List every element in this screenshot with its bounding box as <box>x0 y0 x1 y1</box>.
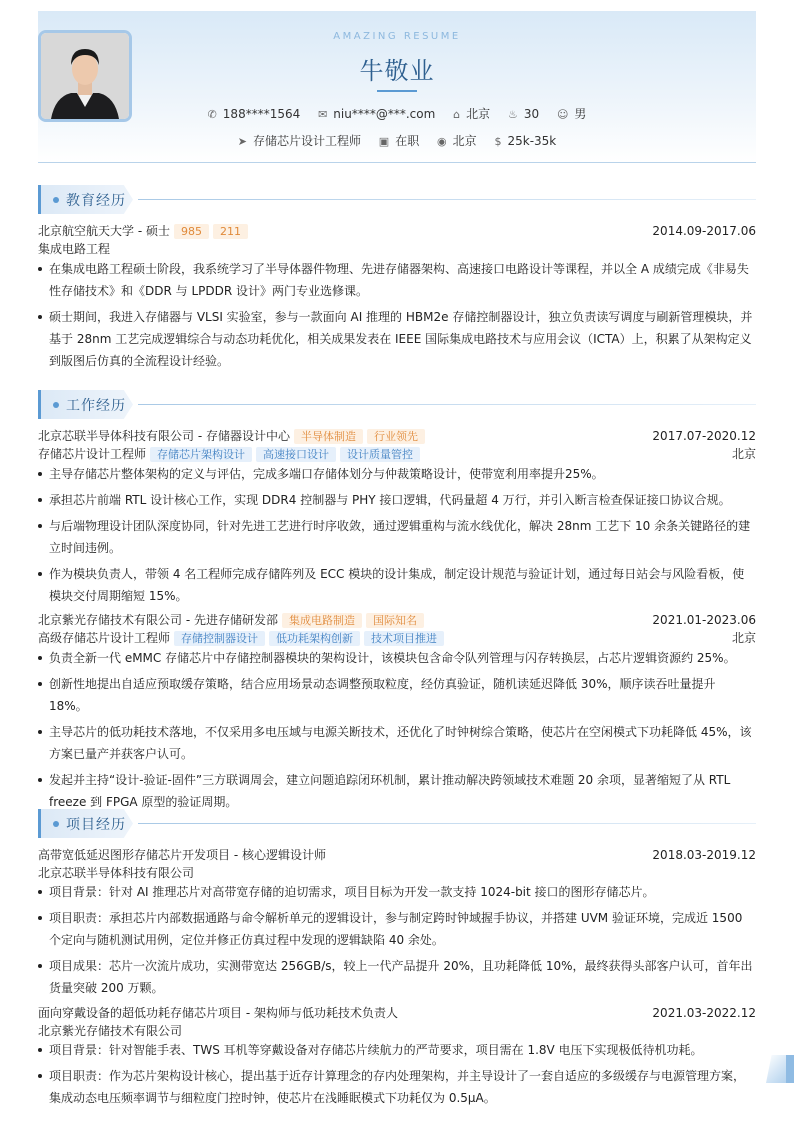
education-bullets <box>38 258 756 376</box>
section-title-work <box>38 390 756 419</box>
work-bullets <box>38 647 756 817</box>
resume-header <box>38 11 756 163</box>
list-item: 项目职责：作为芯片架构设计核心，提出基于近存计算理念的存内处理架构，并主导设计了一套自适应的多级缓存与电源管理方案，集成动态电压频率调节与细粒度门控时钟，使芯片在浅睡眠模式下功耗仅为 0.5μA。 <box>38 1065 756 1109</box>
work-city: 北京 <box>731 447 756 461</box>
contact-row <box>38 105 756 122</box>
skill-tag: 设计质量管控 <box>340 447 420 462</box>
list-item: 项目背景：针对 AI 推理芯片对高带宽存储的迫切需求，项目目标为开发一款支持 1024-bit 接口的图形存储芯片。 <box>38 881 756 903</box>
list-item: 创新性地提出自适应预取缓存策略，结合应用场景动态调整预取粒度，经仿真验证，随机读延迟降低 30%，顺序读吞吐量提升 18%。 <box>38 673 756 717</box>
project-entry-head <box>38 847 756 864</box>
school-name: 北京航空航天大学 - 硕士 <box>38 224 170 238</box>
skill-tag: 低功耗架构创新 <box>269 631 360 646</box>
company-tag: 行业领先 <box>367 429 425 444</box>
phone-item <box>208 107 301 121</box>
list-item: 在集成电路工程硕士阶段，我系统学习了半导体器件物理、先进存储器架构、高速接口电路设计等课程，并以全 A 成绩完成《非易失性存储技术》和《DDR 与 LPDDR 设计》两门专业选修课。 <box>38 258 756 302</box>
work-title-row <box>38 446 756 463</box>
candidate-name: 牛敬业 <box>359 57 435 85</box>
employment-status-item <box>379 132 419 149</box>
email-text: niu****@***.com <box>333 107 436 121</box>
education-major-row <box>38 241 756 258</box>
salary-item <box>494 134 556 148</box>
target-position-item <box>238 132 361 149</box>
email-item <box>318 107 435 121</box>
section-title-education <box>38 185 756 214</box>
job-title: 高级存储芯片设计工程师 <box>38 631 171 645</box>
company-tag: 半导体制造 <box>294 429 363 444</box>
age-item <box>508 107 539 121</box>
project-company-row <box>38 865 756 882</box>
cake-icon: ♨ <box>507 108 518 121</box>
hometown-text: 北京 <box>466 107 491 121</box>
resume-eyebrow: AMAZING RESUME <box>333 31 461 42</box>
section-label: 工作经历 <box>66 398 126 414</box>
send-icon: ➤ <box>237 135 247 148</box>
work-title-row <box>38 630 756 647</box>
phone-text: 188****1564 <box>222 107 301 121</box>
location-pin-icon: ◉ <box>437 135 447 148</box>
list-item: 负责全新一代 eMMC 存储芯片中存储控制器模块的架构设计，该模块包含命令队列管理与闪存转换层，占芯片逻辑资源约 25%。 <box>38 647 756 669</box>
employment-status-text: 在职 <box>395 134 420 148</box>
home-icon: ⌂ <box>453 108 461 121</box>
project-bullets <box>38 881 756 1003</box>
job-intent-row <box>38 132 756 149</box>
project-date: 2021.03-2022.12 <box>652 1006 756 1020</box>
skill-tag: 存储控制器设计 <box>174 631 265 646</box>
gender-item <box>557 105 586 122</box>
project-company: 北京紫光存储技术有限公司 <box>38 1024 183 1038</box>
list-item: 主导存储芯片整体架构的定义与评估，完成多端口存储体划分与仲裁策略设计，使带宽利用率提升25%。 <box>38 463 756 485</box>
company-tag: 集成电路制造 <box>282 613 362 628</box>
section-dot-icon <box>53 402 59 408</box>
section-dot-icon <box>53 821 59 827</box>
project-company-row <box>38 1023 756 1040</box>
list-item: 项目背景：针对智能手表、TWS 耳机等穿戴设备对存储芯片续航力的严苛要求，项目需在 1.8V 电压下实现极低待机功耗。 <box>38 1039 756 1061</box>
skill-tag: 技术项目推进 <box>364 631 444 646</box>
gender-text: 男 <box>574 107 587 121</box>
hometown-item <box>453 105 490 122</box>
education-entry-head <box>38 223 756 240</box>
skill-tag: 存储芯片架构设计 <box>150 447 252 462</box>
phone-icon: ✆ <box>207 108 217 121</box>
work-city: 北京 <box>731 631 756 645</box>
section-title-projects <box>38 809 756 838</box>
target-city-item <box>437 132 477 149</box>
project-name: 面向穿戴设备的超低功耗存储芯片项目 - 架构师与低功耗技术负责人 <box>38 1006 398 1020</box>
skill-tag: 高速接口设计 <box>256 447 336 462</box>
company-name: 北京芯联半导体科技有限公司 - 存储器设计中心 <box>38 429 290 443</box>
section-label: 教育经历 <box>66 193 126 209</box>
major: 集成电路工程 <box>38 242 111 256</box>
work-bullets <box>38 463 756 611</box>
company-name: 北京紫光存储技术有限公司 - 先进存储研发部 <box>38 613 278 627</box>
section-dot-icon <box>53 197 59 203</box>
list-item: 作为模块负责人，带领 4 名工程师完成存储阵列及 ECC 模块的设计集成，制定设计规范与验证计划，通过每日站会与风险看板，使模块交付周期缩短 15%。 <box>38 563 756 607</box>
list-item: 项目职责：承担芯片内部数据通路与命令解析单元的逻辑设计，参与制定跨时钟域握手协议，并搭建 UVM 验证环境，完成近 1500 个定向与随机测试用例，定位并修正仿真过程中发现的逻辑缺陷 40 余处。 <box>38 907 756 951</box>
school-tag: 211 <box>213 224 248 239</box>
work-entry-head <box>38 428 756 445</box>
briefcase-icon: ▣ <box>378 135 390 148</box>
project-date: 2018.03-2019.12 <box>652 848 756 862</box>
list-item: 项目成果：芯片一次流片成功，实测带宽达 256GB/s，较上一代产品提升 20%，且功耗降低 10%，最终获得头部客户认可，首年出货量突破 200 万颗。 <box>38 955 756 999</box>
gender-icon: ☺ <box>556 108 569 121</box>
project-name: 高带宽低延迟图形存储芯片开发项目 - 核心逻辑设计师 <box>38 848 326 862</box>
work-date: 2021.01-2023.06 <box>652 613 756 627</box>
mail-icon: ✉ <box>318 108 328 121</box>
education-date: 2014.09-2017.06 <box>652 224 756 238</box>
list-item: 主导芯片的低功耗技术落地，不仅采用多电压域与电源关断技术，还优化了时钟树综合策略，使芯片在空闲模式下功耗降低 45%，该方案已量产并获客户认可。 <box>38 721 756 765</box>
company-tag: 国际知名 <box>366 613 424 628</box>
target-position-text: 存储芯片设计工程师 <box>252 134 361 148</box>
work-date: 2017.07-2020.12 <box>652 429 756 443</box>
corner-decoration-edge <box>786 1055 794 1083</box>
age-text: 30 <box>523 107 540 121</box>
job-title: 存储芯片设计工程师 <box>38 447 147 461</box>
project-company: 北京芯联半导体科技有限公司 <box>38 866 195 880</box>
school-tag: 985 <box>174 224 209 239</box>
list-item: 硕士期间，我进入存储器与 VLSI 实验室，参与一款面向 AI 推理的 HBM2e 存储控制器设计，独立负责读写调度与刷新管理模块，并基于 28nm 工艺完成逻辑综合与动态功耗优化，相关成果发表在 IEEE 国际集成电路技术与应用会议（ICTA）上，积累了从架构定义到版图后仿真的全流程设计经验。 <box>38 306 756 372</box>
list-item: 与后端物理设计团队深度协同，针对先进工艺进行时序收敛，通过逻辑重构与流水线优化，解决 28nm 工艺下 10 余条关键路径的建立时间违例。 <box>38 515 756 559</box>
list-item: 发起并主持“设计-验证-固件”三方联调周会，建立问题追踪闭环机制，累计推动解决跨领域技术难题 20 余项，显著缩短了从 RTL freeze 到 FPGA 原型的验证周期。 <box>38 769 756 813</box>
project-bullets <box>38 1039 756 1113</box>
project-entry-head <box>38 1005 756 1022</box>
section-label: 项目经历 <box>66 817 126 833</box>
name-underline <box>377 90 417 92</box>
target-city-text: 北京 <box>452 134 477 148</box>
work-entry-head <box>38 612 756 629</box>
salary-text: 25k-35k <box>507 134 557 148</box>
list-item: 承担芯片前端 RTL 设计核心工作，实现 DDR4 控制器与 PHY 接口逻辑，代码量超 4 万行，并引入断言检查保证接口协议合规。 <box>38 489 756 511</box>
salary-icon: $ <box>494 135 502 148</box>
